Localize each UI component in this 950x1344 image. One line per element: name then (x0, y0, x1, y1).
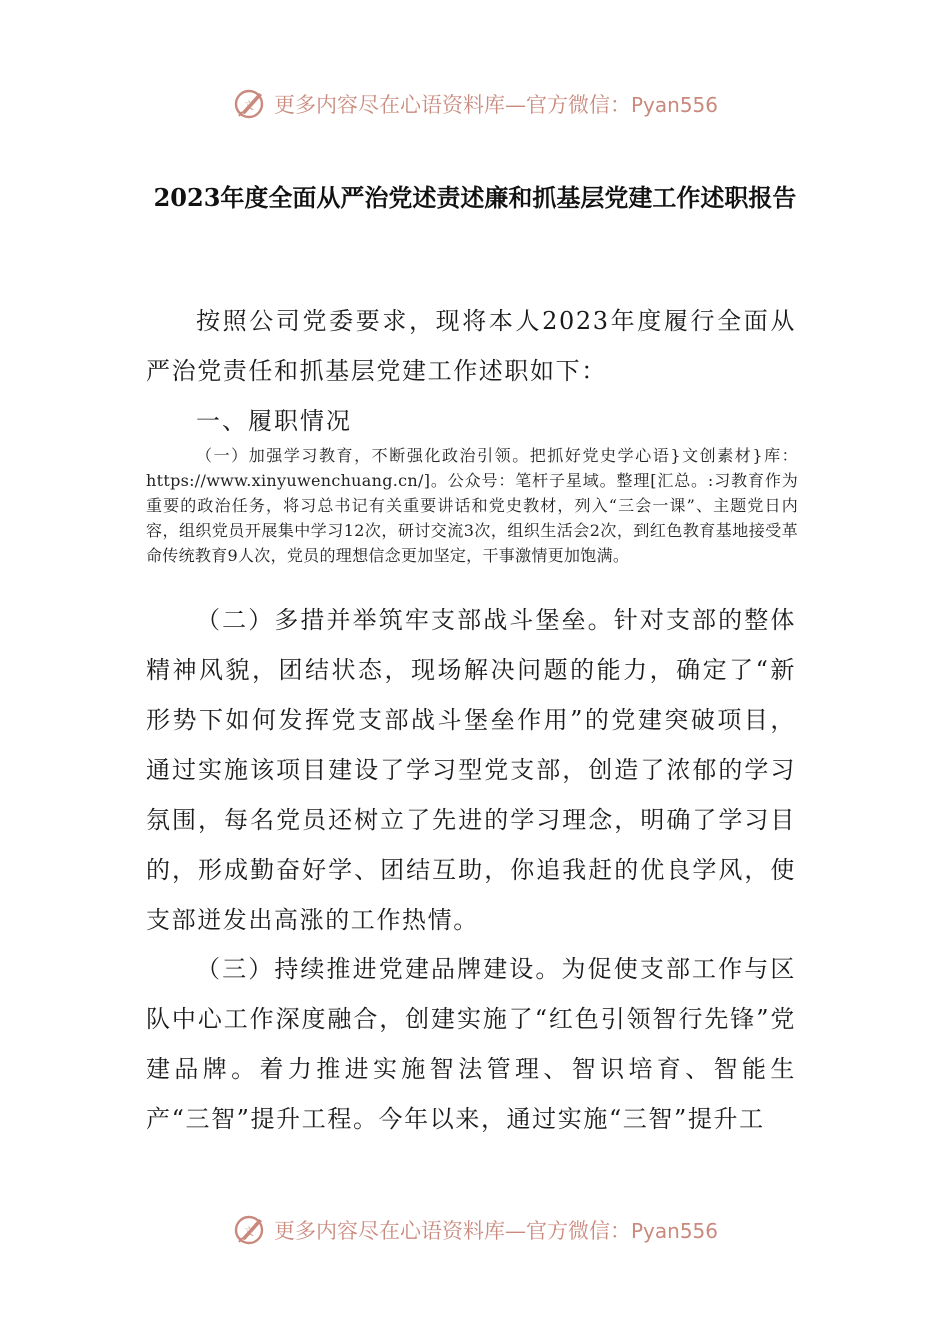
document-title: 2023年度全面从严治党述责述廉和抓基层党建工作述职报告 (153, 183, 797, 212)
watermark-banner-top (0, 82, 950, 126)
quill-pen-circle-icon (232, 1212, 268, 1248)
item-2-paragraph: （二）多措并举筑牢支部战斗堡垒。针对支部的整体精神风貌，团结状态，现场解决问题的能力，确定了“新形势下如何发挥党支部战斗堡垒作用”的党建突破项目，通过实施该项目建设了学习型党支部，创造了浓郁的学习氛围，每名党员还树立了先进的学习理念，明确了学习目的，形成勤奋好学、团结互助，你追我赶的优良学风，使支部迸发出高涨的工作热情。 (146, 606, 796, 934)
quill-pen-circle-icon (232, 86, 268, 122)
svg-text:文: 文 (243, 1227, 254, 1238)
intro-paragraph: 按照公司党委要求，现将本人2023年度履行全面从严治党责任和抓基层党建工作述职如下： (146, 307, 796, 385)
svg-text:文: 文 (243, 101, 254, 112)
section-heading: 一、履职情况 (196, 407, 352, 435)
item-1-paragraph: （一）加强学习教育，不断强化政治引领。把抓好党史学心语}文创素材}库：https://www.xinyuwenchuang.cn/]。公众号：笔杆子星域。整理[汇总。:习教育作为重要的政治任务，将习总书记有关重要讲话和党史教材，列入“三会一课”、主题党日内容，组织党员开展集中学习12次，研讨交流3次，组织生活会2次，到红色教育基地接受革命传统教育9人次，党员的理想信念更加坚定，干事激情更加饱满。 (146, 446, 798, 565)
item-3-paragraph: （三）持续推进党建品牌建设。为促使支部工作与区队中心工作深度融合，创建实施了“红色引领智行先锋”党建品牌。着力推进实施智法管理、智识培育、智能生产“三智”提升工程。今年以来，通过实施“三智”提升工 (146, 955, 796, 1133)
watermark-banner-bottom (0, 1208, 950, 1252)
watermark-text: 更多内容尽在心语资料库—官方微信：Pyan556 (273, 1219, 718, 1243)
watermark-text: 更多内容尽在心语资料库—官方微信：Pyan556 (273, 93, 718, 117)
